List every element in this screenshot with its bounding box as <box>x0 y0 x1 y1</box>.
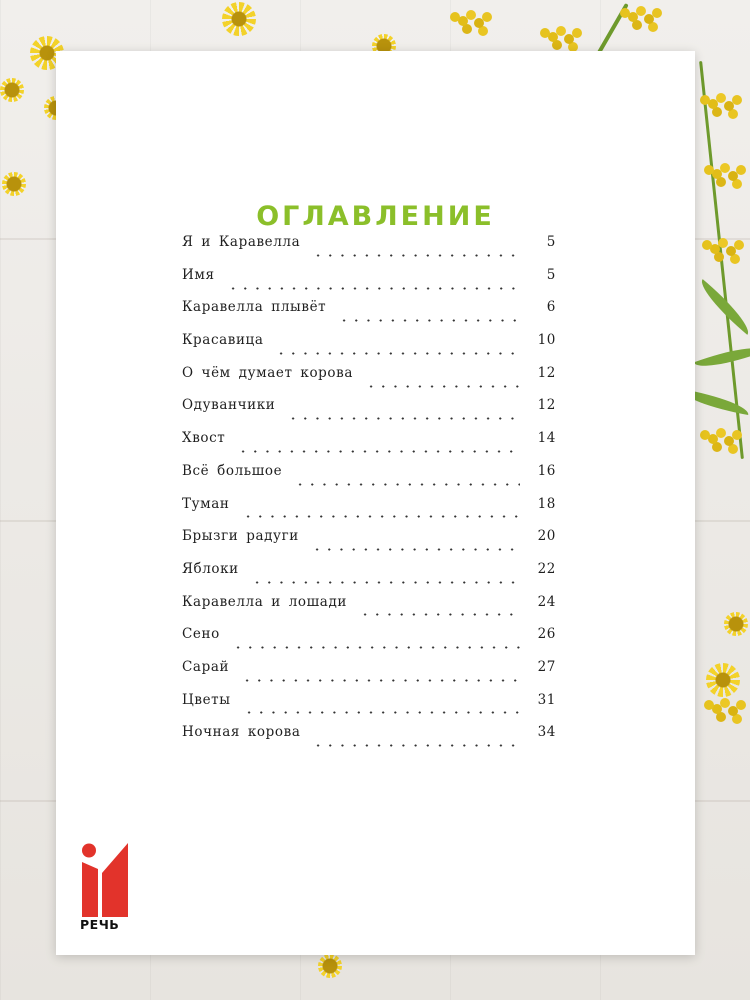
goldenrod-cluster <box>702 240 712 250</box>
toc-entry-page: 6 <box>546 299 556 316</box>
toc-entry-label: Сарай <box>182 658 230 675</box>
toc-entry-label: Цветы <box>182 691 231 708</box>
toc-dot-leader <box>251 581 520 584</box>
toc-entry-label: Каравелла плывёт <box>182 299 327 316</box>
toc-dot-leader <box>312 254 520 257</box>
yellow-flower <box>0 78 24 102</box>
toc-entry <box>182 724 556 757</box>
toc-dot-leader <box>237 450 520 453</box>
goldenrod-cluster <box>700 430 710 440</box>
yellow-flower <box>222 2 256 36</box>
toc-entry-label: Красавица <box>182 332 264 349</box>
toc-entry <box>182 463 556 496</box>
toc-entry-page: 16 <box>537 462 556 479</box>
toc-entry <box>182 692 556 725</box>
toc-entry-page: 26 <box>537 626 556 643</box>
toc-dot-leader <box>311 548 520 551</box>
toc-entry <box>182 397 556 430</box>
toc-entry-label: Ночная корова <box>182 724 301 741</box>
toc-entry-page: 31 <box>537 691 556 708</box>
toc-entry <box>182 561 556 594</box>
toc-dot-leader <box>287 417 520 420</box>
yellow-flower <box>706 663 740 697</box>
toc-dot-leader <box>227 287 520 290</box>
toc-entry <box>182 528 556 561</box>
toc-entry-label: Каравелла и лошади <box>182 593 347 610</box>
book-page <box>56 51 695 955</box>
goldenrod-cluster <box>540 28 550 38</box>
toc-dot-leader <box>242 515 521 518</box>
toc-entry-page: 5 <box>546 266 556 283</box>
toc-dot-leader <box>294 483 520 486</box>
toc-entry-label: О чём думает корова <box>182 364 354 381</box>
toc-entry-label: Туман <box>182 495 230 512</box>
toc-entry-page: 24 <box>537 593 556 610</box>
toc-dot-leader <box>275 352 520 355</box>
toc-entry-label: Брызги радуги <box>182 528 299 545</box>
toc-entry <box>182 659 556 692</box>
toc-entry-page: 5 <box>546 234 556 250</box>
toc-entry <box>182 594 556 627</box>
toc-entry <box>182 626 556 659</box>
toc-entry-label: Яблоки <box>182 560 239 577</box>
goldenrod-cluster <box>620 8 630 18</box>
toc-entry <box>182 234 556 267</box>
toc-entry-label: Одуванчики <box>182 397 276 414</box>
toc-entry-page: 10 <box>537 332 556 349</box>
toc-entry <box>182 496 556 529</box>
toc-entry-page: 14 <box>537 430 556 447</box>
toc-entry-label: Сено <box>182 626 220 643</box>
goldenrod-cluster <box>704 165 714 175</box>
toc-entry-page: 18 <box>537 495 556 512</box>
toc-dot-leader <box>312 744 520 747</box>
toc-title: ОГЛАВЛЕНИЕ <box>256 201 495 232</box>
toc-entry-label: Всё большое <box>182 462 283 479</box>
toc-entry <box>182 299 556 332</box>
toc-dot-leader <box>359 613 520 616</box>
toc-entry <box>182 267 556 300</box>
toc-dot-leader <box>243 711 520 714</box>
toc-entry-page: 22 <box>537 560 556 577</box>
yellow-flower <box>724 612 748 636</box>
toc-entry <box>182 332 556 365</box>
toc-entry-label: Имя <box>182 266 215 283</box>
yellow-flower <box>2 172 26 196</box>
toc-dot-leader <box>241 679 520 682</box>
publisher-name: РЕЧЬ <box>80 917 120 932</box>
toc-dot-leader <box>338 319 520 322</box>
goldenrod-cluster <box>450 12 460 22</box>
toc-dot-leader <box>365 385 520 388</box>
goldenrod-cluster <box>700 95 710 105</box>
toc-entry-label: Хвост <box>182 430 226 447</box>
toc-entry-page: 34 <box>537 724 556 741</box>
yellow-flower <box>318 954 342 978</box>
leaf <box>694 279 750 335</box>
toc-entry-label: Я и Каравелла <box>182 234 301 250</box>
publisher-logo-icon <box>80 843 136 919</box>
goldenrod-cluster <box>704 700 714 710</box>
toc-entry-page: 12 <box>537 397 556 414</box>
leaf <box>694 338 750 375</box>
toc-entry-page: 12 <box>537 364 556 381</box>
toc-list <box>182 234 556 757</box>
toc-entry-page: 20 <box>537 528 556 545</box>
toc-entry-page: 27 <box>537 658 556 675</box>
toc-entry <box>182 430 556 463</box>
toc-dot-leader <box>232 646 520 649</box>
toc-entry <box>182 365 556 398</box>
